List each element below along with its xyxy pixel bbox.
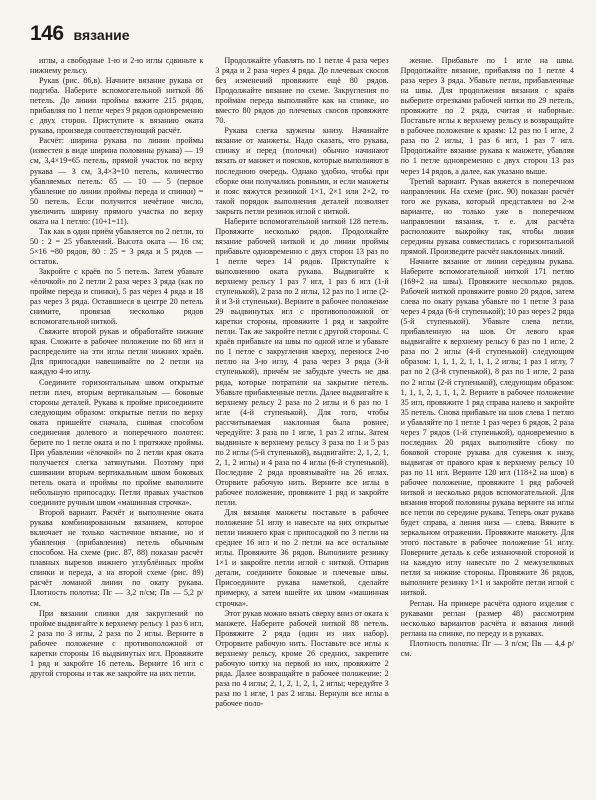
section-title: вязание xyxy=(73,27,130,43)
paragraph: Второй вариант. Расчёт и выполнение оката рукава комбинированным вязанием, которое включает не только частичное вязание, но и убавления (прибавления) петель обычным способом. На схеме (рис. 87, 88) показан расчёт плавных вырезов нижнего углублённых пройм спинки и переда, а на второй схеме (рис. 89) расчёт ломаной линии по окату рукава. Плотность полотна: Пг — 3,2 п/см; Пв — 5,2 р/см. xyxy=(30,508,204,608)
paragraph: Начните вязание от линии середины рукава. Наберите вспомогательной ниткой 171 петлю (169+2 на швы). Провяжите несколько рядов. Рабочей ниткой провяжите ровно 20 рядов, затем слева по окату рукава убавьте по 1 петле 3 раза через 4 ряда (6-й ступенькой); 10 раз через 2 ряда (5-й ступенькой). Убавьте слева петли, прибавленную на шов. От левого края выдвигайте к верхнему рельсу 6 раз по 1 игле, 2 раза по 2 иглы (4-й ступенькой) следующим образом: 1, 1, 1, 2, 1, 1, 1, 2 иглы; 1 раз 1 иглу, 7 раз по 2 (3-й ступенькой), 8 раз по 1 игле, 2 раза по 2 иглы (2-й ступенькой), следующим образом: 1, 1, 1, 2, 1, 1, 1, 2. Верните в рабочее положение 35 игл, провяжите 1 ряд справа налево и закройте 35 петель. Снова прибавьте на шов слева 1 петлю и убавляйте по 1 петле 1 раз через 6 рядов, 2 раза через 7 рядов (1-й ступенькой), одновременно в последних 20 рядах выполняйте сбоку по боковой стороне рукава для сужения к низу, выдвигая от правого края к верхнему рельсу 10 раз по 11 игл. Верните 120 игл (118+2 на шов) в рабочее положение, провяжите 1 ряд рабочей ниткой и несколько рядов вспомогательной. Для вязания второй половины рукава верните на иглы все петли по середине рукава. Теперь окат рукава будет справа, а линия низа — слева. Вяжите в зеркальном отражении. Провяжите манжету. Для этого поставьте в рабочее положение 51 иглу. Поверните деталь к себе изнаночной стороной и на каждую иглу навесьте по 2 межузелковых петли за нижние стороны. Провяжите 36 рядов, выполните резинку 1×1 и закройте петли иглой с ниткой. xyxy=(400,256,574,598)
paragraph: жение. Прибавьте по 1 игле на швы. Продолжайте вязание, прибавляя по 1 петле 4 раза через 3 ряда. Убавьте петли, прибавленные на швы. Для продолжения вязания с краёв выберите отрезками рабочей нитки по 29 петель, провяжите по 2 ряда, считая и наборные. Поставьте иглы к верхнему рельсу и возвращайте в рабочее положение к краям: 12 раз по 1 игле, 2 раза по 2 иглы, 1 раз 6 игл, 1 раз 7 игл. Продолжайте вязание рукава к манжете, убавляя по 1 петле одновременно с двух сторон 13 раз через 14 рядов, а далее, как указано выше. xyxy=(400,56,574,176)
text-column-right xyxy=(401,56,574,796)
paragraph: Продолжайте убавлять по 1 петле 4 раза через 3 ряда и 2 раза через 4 ряда. До плечевых скосов без изменений провяжите ещё 80 рядов. Продолжайте вязание по схеме. Закругления по проймам переда выполняйте как на спинке, но вместо 80 рядов до плечевых скосов провяжите 70. xyxy=(215,56,389,126)
text-column-middle xyxy=(215,56,388,796)
paragraph: При вязании спинки для закруглений по пройме выдвигайте к верхнему рельсу 1 раз 6 игл, 2 раза по 3 иглы, 2 раза по 2 иглы. Верните в рабочее положение с противоположной от каретки стороны 16 выдвинутых игл. Провяжите 1 ряд и закройте 16 петель. Верните 16 игл с другой стороны и так же закройте на них петли. xyxy=(30,608,204,678)
page-header xyxy=(30,22,574,52)
paragraph: Рукав (рис. 86,в). Начните вязание рукава от подгиба. Наберите вспомогательной ниткой 86 петель. До линии проймы вяжите 215 рядов, прибавляя по 1 петле через 9 рядов одновременно с двух сторон. Приступите к вязанию оката рукава, произведя соответствующий расчёт. xyxy=(30,76,204,136)
page-number: 146 xyxy=(30,22,64,45)
paragraph: Плотность полотна: Пг — 3 п/см; Пв — 4,4 р/см. xyxy=(400,638,574,658)
paragraph: иглы, а свободные 1-ю и 2-ю иглы сдвиньте к нижнему рельсу. xyxy=(30,56,204,76)
paragraph: Свяжите второй рукав и обработайте нижние края. Сложите в рабочее положение по 68 игл и распределите на эти иглы петли нижних краёв. Для припосадки навешивайте по 2 петли на каждую 4-ю иглу. xyxy=(30,327,204,377)
paragraph: Для вязания манжеты поставьте в рабочее положение 51 иглу и навесьте на них открытые петли нижнего края с припосадкой по 3 петли на среднее 16 игл и по 2 петли на все остальные иглы. Провяжите 36 рядов. Выполните резинку 1×1 и закройте петли иглой с ниткой. Отпарив детали, соедините боковые и плечевые швы. Присоедините рукава наметкой, сделайте примерку, а затем вшейте их швом «машинная строчка». xyxy=(215,508,389,608)
text-columns xyxy=(30,56,574,796)
paragraph: Этот рукав можно вязать сверху вниз от оката к манжете. Наберите рабочей ниткой 88 петель. Провяжите 2 ряда (один из них набор). Отрорвите рабочую нить. Поставьте все иглы к верхнему рельсу, кроме 26 средних, закрепите рабочую нитку на первой из них, провяжите 2 ряда. Далее возвращайте в рабочее положение: 2 раза по 4 иглы; 2, 1, 2, 1, 2, 1, 2 иглы; чередуйте 3 раза по 1 игле, 1 раз 2 иглы. Вернули все иглы в рабочее поло- xyxy=(215,608,389,708)
paragraph: Наберите вспомогательной ниткой 128 петель. Провяжите несколько рядов. Продолжайте вязание рабочей ниткой и до линии проймы прибавьте одновременно с двух сторон 13 раз по 1 петле через 14 рядов. Приступайте к выполнению оката рукава. Выдвигайте к верхнему рельсу 1 раз 7 игл, 1 раз 6 игл (1-й ступенькой), 2 раза по 2 иглы, 12 раз по 1 игле (2-й и 3-й ступеньки). Верните в рабочее положение 29 выдвинутых игл с противоположной от каретки стороны, провяжите 1 ряд и закройте петли. Так же закройте петли с другой стороны. С краёв прибавьте на швы по одной игле и убавьте по 1 петле с закругления кверху, перенося 2-ю петлю на 3-ю иглу, 4 раза через 3 ряда (3-й ступенькой), причём не забудьте учесть не два ряда, которые потратили на закрытие петель. Убавьте прибавленные петли. Далее выдвигайте к верхнему рельсу 2 раза по 2 иглы и 6 раз по 1 игле (4-й ступенькой). Для того, чтобы рассчитываемая наклонная была ровнее, чередуйте: 3 раза по 1 игле, 1 раз 2 иглы. Затем выдвиньте к верхнему рельсу 3 раза по 1 и 5 раз по 2 иглы (5-й ступенькой), выдвигайте: 2, 1, 2, 1, 2, 1, 2 иглы) и 4 раза по 4 иглы (6-й ступенькой). Последние 2 ряда провязывайте на 26 иглах. Оторвите рабочую нить. Верните все иглы в рабочее положение, провяжите 1 ряд и закройте петли. xyxy=(215,216,389,508)
paragraph: Рукава слегка заужены книзу. Начинайте вязание от манжеты. Надо сказать, что рукава, спинку и перед (полочки) обычно начинают вязать от манжет и поясков, которые выполняют в последнюю очередь. Однако удобно, чтобы при сборке они получались ровными, и если манжеты и пояс вяжутся резинкой 1×1, 2×1 или 2×2, то такой порядок выполнения деталей позволяет закрыть петли резинок иглой с ниткой. xyxy=(215,126,389,216)
paragraph: Закройте с краёв по 5 петель. Затем убавьте «ёлочкой» по 2 петли 2 раза через 3 ряда (как по пройме переда и спинки), 5 раз через 4 ряда и 18 раз через 3 ряда. Оставшиеся в центре 20 петель снимите, провязав несколько рядов вспомогательной ниткой. xyxy=(30,266,204,327)
paragraph: Реглан. На примере расчёта одного изделия с рукавами реглан (размер 48) рассмотрим несколько вариантов расчёта и вязания линий реглана на спинке, по переду и в рукавах. xyxy=(400,598,574,638)
paragraph: Расчёт: ширина рукава по линии проймы (известен в виде ширина половины рукава) — 19 см, 3,4×19=65 петель, прямой участок по верху рукава — 3 см, 3,4×3=10 петель, количество убавляемых петель: 65 — 10 — 5 (первое убавление по линии проймы переда и спинки) = 50 петель. Если получится нечётное число, увеличить ширину прямого участка по верху оката на 1 петлю: (10+1=11). xyxy=(30,136,204,226)
paragraph: Соедините горизонтальным швом открытые петли плеч, вторым вертикальным — боковые стороны деталей. Рукава к пройме присоедините следующим образом: открытые петли по верху оката пришейте сначала, сшивая способом соединения долевого и поперечного полотен: берите по 1 петле оката и по 1 протяжке проймы. При убавлении «ёлочкой» по 2 петли края оката получается слегка затянутыми. Поэтому при сшивании вторым вертикальным швом боковых петель оката и проймы по пройме выполните небольшую припосадку. Петли правых участков соедините ручным швом «машинная строчка». xyxy=(30,377,204,508)
text-column-left xyxy=(30,56,203,796)
paragraph: Так как в один приём убавляется по 2 петли, то 50 : 2 = 25 убавлений. Высота оката — 16 см; 5×16 =80 рядов, 80 : 25 = 3 ряда и 5 рядов — остаток. xyxy=(30,226,204,266)
paragraph: Третий вариант. Рукав вяжется в поперечном направлении. На схеме (рис. 90) показан расчёт того же рукава, который представлен во 2-м варианте, но только уже в поперечном направлении вязания, т. е. для расчёта расположите выкройку так, чтобы линия середины рукава совместилась с горизонтальной прямой. Произведите расчёт наклонных линий. xyxy=(400,176,574,256)
